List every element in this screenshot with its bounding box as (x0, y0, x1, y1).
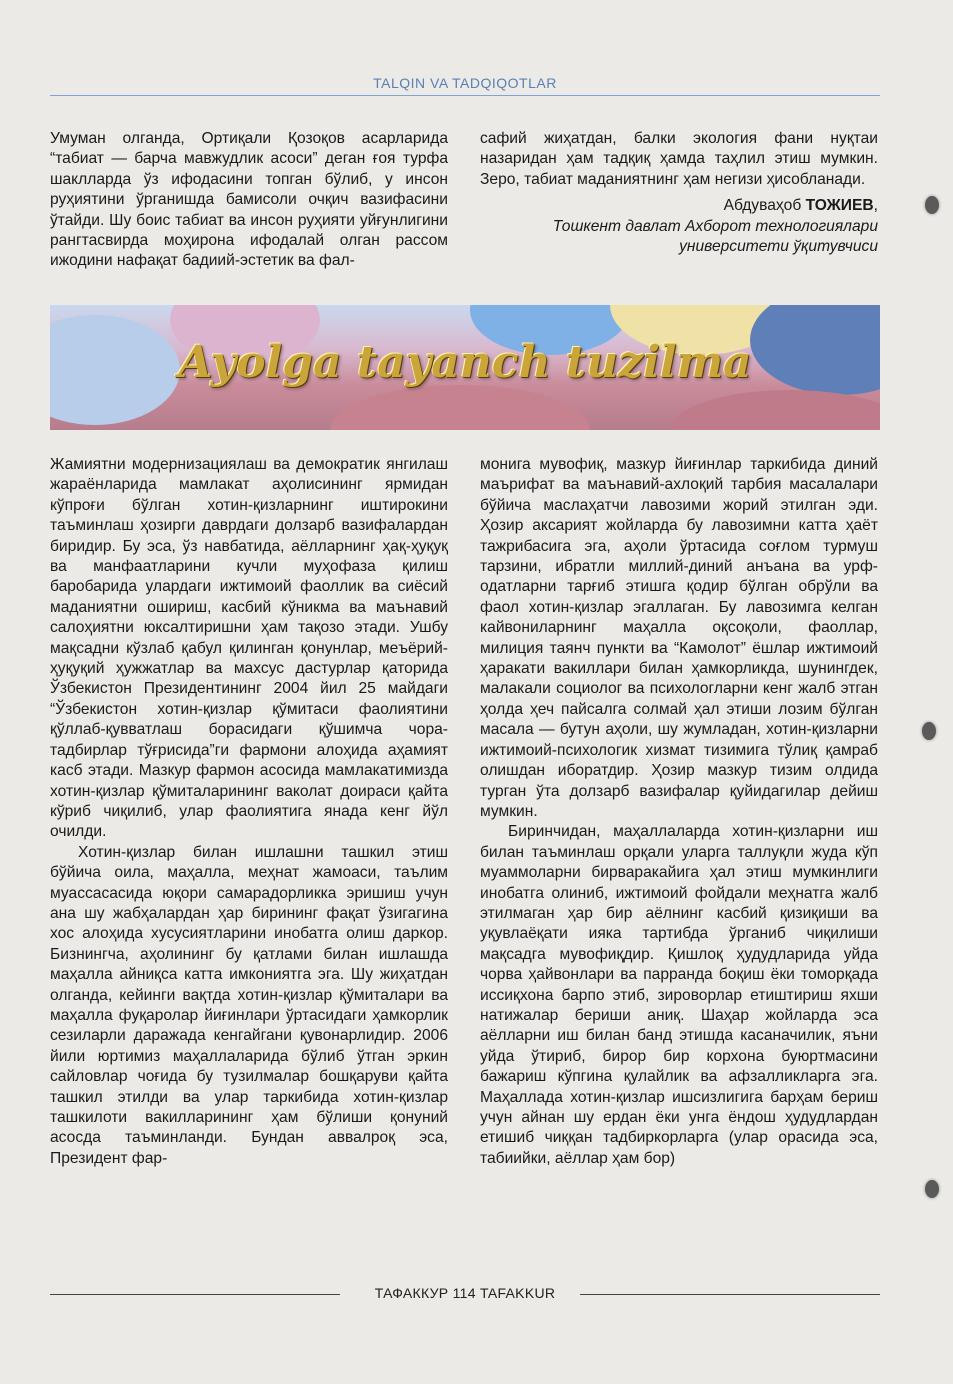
author-first-name: Абдуваҳоб (723, 197, 806, 215)
author-signature (480, 196, 878, 257)
author-affiliation-line1: Тошкент давлат Ахборот технологиялари (552, 217, 878, 235)
article-title-banner (50, 305, 880, 430)
paragraph: Умуман олганда, Ортиқали Қозоқов асарларида “табиат — барча мавжудлик асоси” деган ғоя турфа шаклларда ўз ифодасини топган бўлиб, у инсон руҳиятини ўрганишда бамисоли очқич вазифасини ўтайди. Шу боис табиат ва инсон руҳияти уйғунлигини рангтасвирда моҳирона ифодалай олган рассом ижодини нафақат бадиий-эстетик ва фал- (50, 130, 448, 270)
author-name (480, 196, 878, 216)
paragraph: Биринчидан, маҳаллаларда хотин-қизларни иш билан таъминлаш орқали уларга таллуқли жуда кўп муаммоларни бирваракайига ҳал этиш мумкинлиги инобатга олиниб, ижтимоий фойдали меҳнатга жалб этилмаган ҳар бир аёлнинг касбий қизиқиши ва уқувлаёқати ияка тартибда ўрганиб чиқилиши мақсадга мувофиқдир. Қишлоқ ҳудудларида уйда чорва ҳайвонлари ва парранда боқиш ёки томорқада иссиқхона барпо этиб, зироворлар етиштириш яхши натижалар бериши аниқ. Шаҳар жойларда эса аёлларни иш билан банд этишда касаначилик, яъни уйда ўтириб, бирор бир корхона буюртмасини бажариш кўпгина қулайлик ва афзалликларга эга. Маҳаллада хотин-қизлар ишсизлигига барҳам бериш учун айнан шу ердан ёки унга ёндош ҳудудлардан етишиб чиққан тадбиркорларга (улар орасида эса, табиийки, аёллар ҳам бор) (480, 823, 878, 1167)
author-affiliation-line2: университети ўқитувчиси (679, 238, 878, 256)
paragraph: монига мувофиқ, мазкур йиғинлар таркибида диний маърифат ва маънавий-ахлоқий тарбия масалалари бўйича маслаҳатчи лавозими жорий этилган эди. Ҳозир аксарият жойларда бу лавозимни катта ҳаёт тажрибасига эга, аҳоли ўртасида соғлом турмуш тарзини, ибратли миллий-диний анъана ва урф-одатларни тарғиб этишга қодир бўлган обрўли ва фаол хотин-қизлар эгаллаган. Бу лавозимга келган кайвониларнинг маҳалла оқсоқоли, фаоллар, милиция таянч пункти ва “Камолот” ёшлар ижтимоий ҳаракати вакиллари билан ҳамкорликда, шунингдек, малакали социолог ва психологларни кенг жалб этган ҳолда ҳеч пайсалга солмай ҳал этиши лозим бўлган масала — бутун аҳоли, шу жумладан, хотин-қизларни ижтимоий-психологик хизмат тизимига тўлиқ қамраб олишдан иборатдир. Ҳозир мазкур тизим олдида турган ўта долзарб вазифалар қуйидагилар дейиш мумкин. (480, 456, 878, 820)
author-surname: ТОЖИЕВ (805, 197, 874, 215)
previous-article-right-column (480, 129, 878, 257)
binding-hole (925, 1180, 939, 1198)
paragraph: сафий жиҳатдан, балки экология фани нуқтаи назаридан ҳам тадқиқ ҳамда таҳлил этиш мумкин. Зеро, табиат маданиятнинг ҳам негизи ҳисобланади. (480, 130, 878, 188)
running-head: TALQIN VA TADQIQOTLAR (373, 75, 557, 91)
header-rule (50, 95, 880, 96)
binding-hole (925, 196, 939, 214)
article-left-column (50, 455, 448, 1169)
previous-article-left-column (50, 129, 448, 272)
author-name-comma: , (873, 197, 878, 215)
binding-hole (922, 722, 936, 740)
article-title: Ayolga tayanch tuzilma (178, 337, 752, 388)
footer-page-label: ТАФАККУР 114 TAFAKKUR (374, 1285, 556, 1301)
article-right-column (480, 455, 878, 1169)
page-footer (50, 1284, 880, 1304)
banner-blob (670, 390, 880, 430)
paragraph: Жамиятни модернизациялаш ва демократик янгилаш жараёнларида мамлакат аҳолисининг ярмидан кўпроғи бўлган хотин-қизларнинг иштирокини таъминлаш ҳозирги даврдаги долзарб вазифалардан биридир. Бу эса, ўз навбатида, аёлларнинг ҳақ-ҳуқуқ ва манфаатларини кучли муҳофаза қилиш баробарида улардаги ижтимоий фаоллик ва сиёсий маданиятни ошириш, касбий кўникма ва маънавий салоҳиятни юксалтиришни ҳам тақозо этади. Ушбу мақсадни кўзлаб қабул қилинган қонунлар, меъёрий-ҳуқуқий ҳужжатлар ва махсус дастурлар қаторида Ўзбекистон Президентининг 2004 йил 25 майдаги “Ўзбекистон хотин-қизлар қўмитаси фаолиятини қўллаб-қувватлаш борасидаги қўшимча чора-тадбирлар тўғрисида”ги фармони алоҳида аҳамият касб этади. Мазкур фармон асосида мамлакатимизда хотин-қизлар қўмиталарининг ваколат доираси қайта кўриб чиқилиб, улар фаолиятига янада кенг йўл очилди. (50, 456, 448, 841)
banner-blob (330, 385, 590, 430)
paragraph: Хотин-қизлар билан ишлашни ташкил этиш бўйича оила, маҳалла, меҳнат жамоаси, таълим муассасасида юқори самарадорликка эришиш учун ана шу жабҳалардан ҳар бирининг фақат ўзигагина хос алоҳида хусусиятларини инобатга олиш даркор. Бизнингча, аҳолининг бу қатлами билан ишлашда маҳалла айниқса катта имкониятга эга. Шу жиҳатдан олганда, кейинги вақтда хотин-қизлар қўмиталари ва маҳалла фуқаролар йиғинлари ўртасидаги ҳамкорлик сезиларли даражада кенгайгани қувонарлидир. 2006 йили юртимиз маҳаллаларида бўлиб ўтган эркин сайловлар чоғида бу тузилмалар бошқаруви қайта ташкил этилди ва улар таркибида хотин-қизлар ташкилоти вакилларининг ҳам бўлиши қонуний асосда таъминланди. Бундан аввалроқ эса, Президент фар- (50, 843, 448, 1167)
